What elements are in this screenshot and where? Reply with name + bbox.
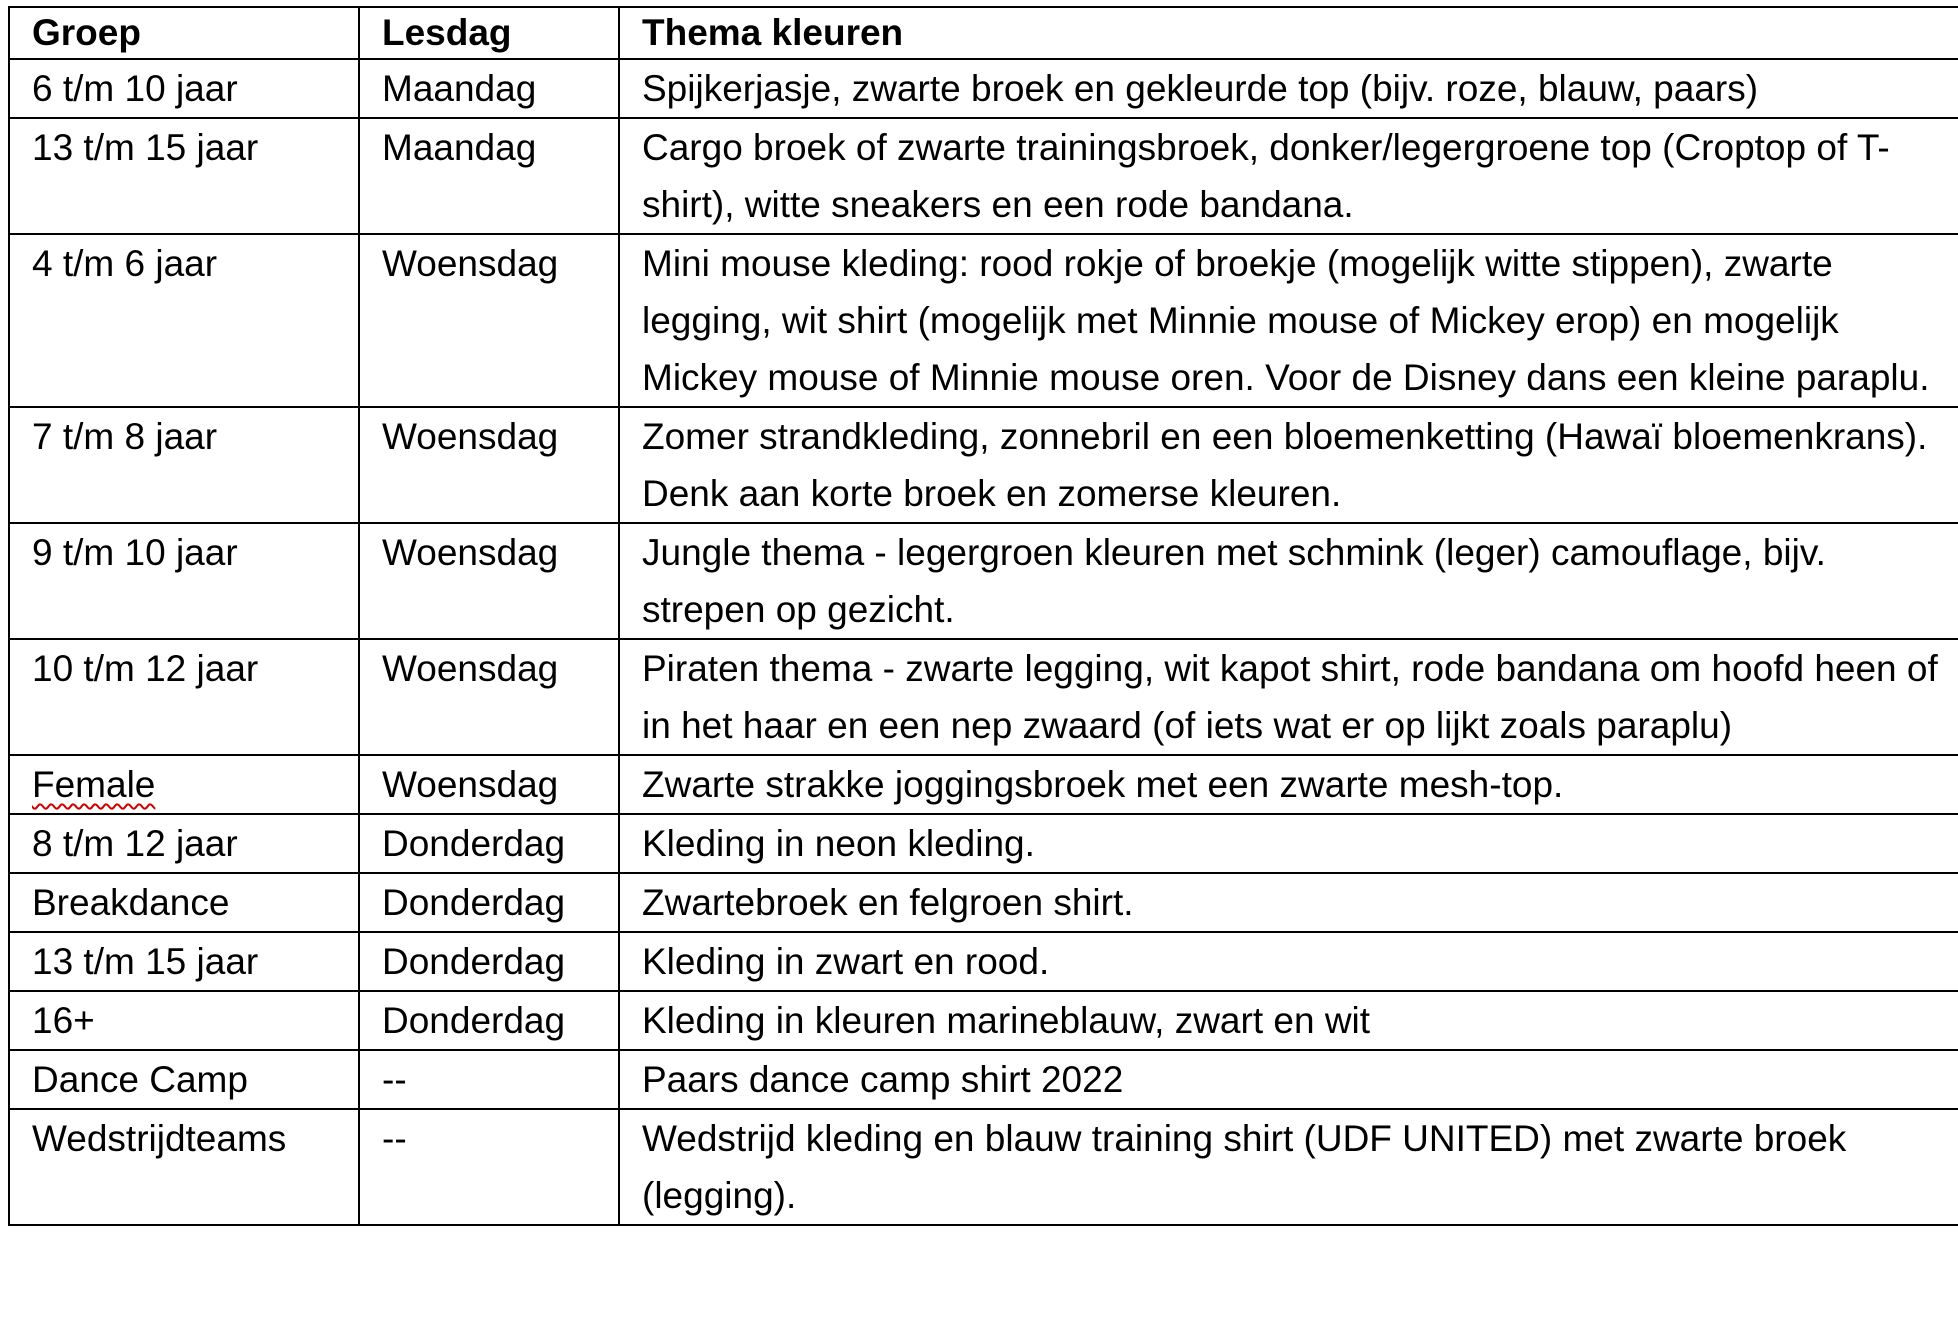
table-row [9,639,1958,755]
cell-thema-kleuren: Mini mouse kleding: rood rokje of broekje (mogelijk witte stippen), zwarte legging, wit shirt (mogelijk met Minnie mouse of Mickey erop) en mogelijk Mickey mouse of Minnie mouse oren. Voor de Disney dans een kleine paraplu. [619,234,1958,407]
header-thema-kleuren: Thema kleuren [619,7,1958,59]
table-body [9,59,1958,1225]
cell-groep [9,523,359,639]
table-row [9,873,1958,932]
cell-groep [9,639,359,755]
cell-groep [9,873,359,932]
cell-lesdag: Woensdag [359,639,619,755]
cell-thema-kleuren: Wedstrijd kleding en blauw training shirt (UDF UNITED) met zwarte broek (legging). [619,1109,1958,1225]
cell-lesdag: Maandag [359,59,619,118]
groep-text: 13 t/m 15 jaar [32,127,259,168]
groep-text: 10 t/m 12 jaar [32,648,259,689]
table-row [9,1050,1958,1109]
groep-text: 9 t/m 10 jaar [32,532,238,573]
table-row [9,234,1958,407]
table-row [9,118,1958,234]
groep-text: Wedstrijdteams [32,1118,287,1159]
groep-text: Dance Camp [32,1059,248,1100]
groep-text: Breakdance [32,882,230,923]
groep-text: 7 t/m 8 jaar [32,416,218,457]
table-row [9,523,1958,639]
cell-lesdag: Donderdag [359,814,619,873]
cell-thema-kleuren: Kleding in zwart en rood. [619,932,1958,991]
cell-groep [9,991,359,1050]
cell-lesdag: -- [359,1109,619,1225]
table-row [9,814,1958,873]
cell-thema-kleuren: Kleding in kleuren marineblauw, zwart en wit [619,991,1958,1050]
header-lesdag: Lesdag [359,7,619,59]
cell-groep [9,59,359,118]
table-row [9,932,1958,991]
table-row [9,1109,1958,1225]
cell-thema-kleuren: Zwarte strakke joggingsbroek met een zwarte mesh-top. [619,755,1958,814]
groep-text: 13 t/m 15 jaar [32,941,259,982]
cell-thema-kleuren: Spijkerjasje, zwarte broek en gekleurde top (bijv. roze, blauw, paars) [619,59,1958,118]
groep-text: 4 t/m 6 jaar [32,243,218,284]
cell-lesdag: Donderdag [359,873,619,932]
cell-thema-kleuren: Kleding in neon kleding. [619,814,1958,873]
cell-groep [9,814,359,873]
cell-thema-kleuren: Zwartebroek en felgroen shirt. [619,873,1958,932]
cell-groep [9,118,359,234]
cell-lesdag: -- [359,1050,619,1109]
theme-colors-table [8,6,1958,1226]
cell-thema-kleuren: Paars dance camp shirt 2022 [619,1050,1958,1109]
cell-thema-kleuren: Cargo broek of zwarte trainingsbroek, donker/legergroene top (Croptop of T-shirt), witte sneakers en een rode bandana. [619,118,1958,234]
cell-lesdag: Woensdag [359,407,619,523]
cell-groep [9,932,359,991]
groep-text: 6 t/m 10 jaar [32,68,238,109]
cell-lesdag: Woensdag [359,755,619,814]
cell-groep [9,1109,359,1225]
cell-lesdag: Maandag [359,118,619,234]
cell-lesdag: Woensdag [359,234,619,407]
table-header-row [9,7,1958,59]
cell-lesdag: Woensdag [359,523,619,639]
cell-thema-kleuren: Zomer strandkleding, zonnebril en een bloemenketting (Hawaï bloemenkrans). Denk aan korte broek en zomerse kleuren. [619,407,1958,523]
cell-groep [9,1050,359,1109]
groep-text: 8 t/m 12 jaar [32,823,238,864]
cell-lesdag: Donderdag [359,991,619,1050]
cell-groep [9,407,359,523]
cell-lesdag: Donderdag [359,932,619,991]
cell-thema-kleuren: Piraten thema - zwarte legging, wit kapot shirt, rode bandana om hoofd heen of in het haar en een nep zwaard (of iets wat er op lijkt zoals paraplu) [619,639,1958,755]
groep-text: Female [32,764,156,805]
cell-groep [9,234,359,407]
header-groep: Groep [9,7,359,59]
table-row [9,59,1958,118]
table-row [9,407,1958,523]
table-row [9,755,1958,814]
table-row [9,991,1958,1050]
cell-groep [9,755,359,814]
cell-thema-kleuren: Jungle thema - legergroen kleuren met schmink (leger) camouflage, bijv. strepen op gezicht. [619,523,1958,639]
groep-text: 16+ [32,1000,95,1041]
